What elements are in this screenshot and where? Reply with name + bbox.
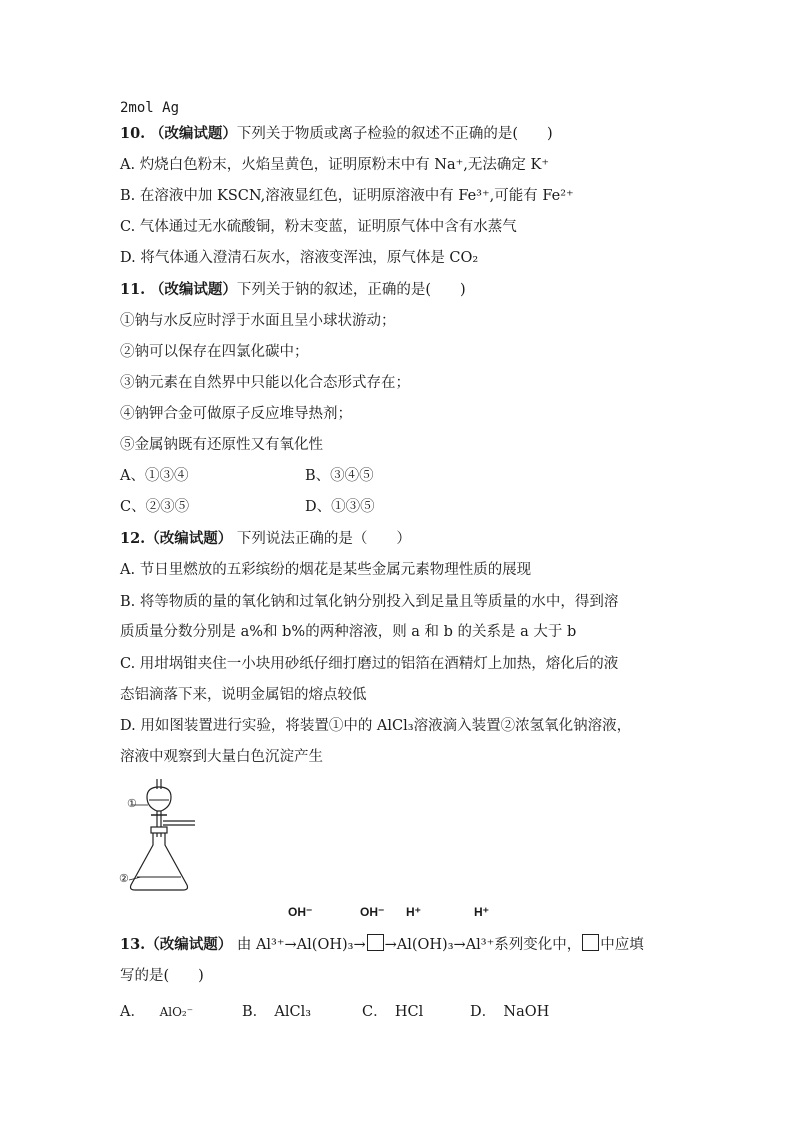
q12-option-a: A. 节日里燃放的五彩缤纷的烟花是某些金属元素物理性质的展现 (120, 562, 532, 578)
previous-answer-fragment: 2mol Ag (120, 100, 180, 116)
q12-option-c-line1: C. 用坩埚钳夹住一小块用砂纸仔细打磨过的铝箔在酒精灯上加热，熔化后的液 (120, 656, 619, 672)
stem-part-1: 由 Al³⁺→Al(OH)₃→ (236, 937, 366, 953)
option-a-formula: AlO₂⁻ (159, 1005, 194, 1019)
q11-option-c: C、②③⑤ (120, 499, 190, 515)
question-text: 下列关于物质或离子检验的叙述不正确的是( ) (236, 126, 553, 142)
q13-option-d: D． NaOH (470, 1004, 550, 1020)
reagent-label-3: H⁺ (406, 905, 421, 919)
reagent-label-2: OH⁻ (360, 905, 385, 919)
question-number: 12. (120, 530, 146, 547)
q10-option-a: A. 灼烧白色粉末，火焰呈黄色，证明原粉末中有 Na⁺,无法确定 K⁺ (120, 157, 549, 173)
question-tag: （改编试题） (149, 125, 237, 142)
question-10-stem (120, 124, 553, 144)
blank-box (367, 934, 384, 951)
q12-option-d-line1: D. 用如图装置进行实验，将装置①中的 AlCl₃溶液滴入装置②浓氢氧化钠溶液， (120, 718, 632, 734)
q10-option-d: D. 将气体通入澄清石灰水，溶液变浑浊，原气体是 CO₂ (120, 250, 479, 266)
blank-box (582, 934, 599, 951)
question-tag: （改编试题） (149, 281, 237, 298)
reagent-label-1: OH⁻ (288, 905, 313, 919)
question-text: 下列说法正确的是（ ） (236, 531, 411, 547)
q11-option-a: A、①③④ (120, 468, 189, 484)
q13-option-a (120, 1002, 193, 1022)
q11-statement-3: ③钠元素在自然界中只能以化合态形式存在； (120, 375, 410, 391)
question-tag: （改编试题） (145, 530, 233, 547)
q12-option-c-line2: 态铝滴落下来，说明金属铝的熔点较低 (120, 687, 367, 703)
q13-option-b: B． AlCl₃ (242, 1004, 312, 1020)
label-1: ① (127, 797, 137, 810)
apparatus-figure (115, 775, 225, 895)
q10-option-b: B. 在溶液中加 KSCN,溶液显红色，证明原溶液中有 Fe³⁺,可能有 Fe²⁺ (120, 188, 574, 204)
q11-option-b: B、③④⑤ (305, 468, 374, 484)
q11-statement-1: ①钠与水反应时浮于水面且呈小球状游动； (120, 313, 396, 329)
q11-option-d: D、①③⑤ (305, 499, 375, 515)
question-13-stem-line2: 写的是( ) (120, 968, 204, 984)
reagent-label-4: H⁺ (474, 905, 489, 919)
question-12-stem (120, 529, 411, 549)
q10-option-c: C. 气体通过无水硫酸铜，粉末变蓝，证明原气体中含有水蒸气 (120, 219, 517, 235)
question-number: 13. (120, 936, 146, 953)
q11-statement-2: ②钠可以保存在四氯化碳中； (120, 344, 309, 360)
q12-option-b-line1: B. 将等物质的量的氧化钠和过氧化钠分别投入到足量且等质量的水中，得到溶 (120, 594, 619, 610)
dropping-funnel-flask-diagram (115, 775, 225, 895)
stem-part-3: 中应填 (600, 937, 644, 953)
question-11-stem (120, 280, 466, 300)
option-a-prefix: A． (120, 1004, 145, 1020)
label-2: ② (119, 872, 129, 885)
q12-option-b-line2: 质质量分数分别是 a%和 b%的两种溶液，则 a 和 b 的关系是 a 大于 b (120, 624, 577, 640)
question-13-stem (120, 934, 644, 955)
q13-option-c: C． HCl (362, 1004, 424, 1020)
q12-option-d-line2: 溶液中观察到大量白色沉淀产生 (120, 749, 323, 765)
question-number: 10. (120, 125, 146, 142)
question-tag: （改编试题） (145, 936, 233, 953)
q11-statement-5: ⑤金属钠既有还原性又有氧化性 (120, 437, 323, 453)
question-text: 下列关于钠的叙述，正确的是( ) (236, 282, 466, 298)
stem-part-2: →Al(OH)₃→Al³⁺系列变化中， (384, 937, 582, 953)
q11-statement-4: ④钠钾合金可做原子反应堆导热剂； (120, 406, 352, 422)
question-number: 11. (120, 281, 146, 298)
